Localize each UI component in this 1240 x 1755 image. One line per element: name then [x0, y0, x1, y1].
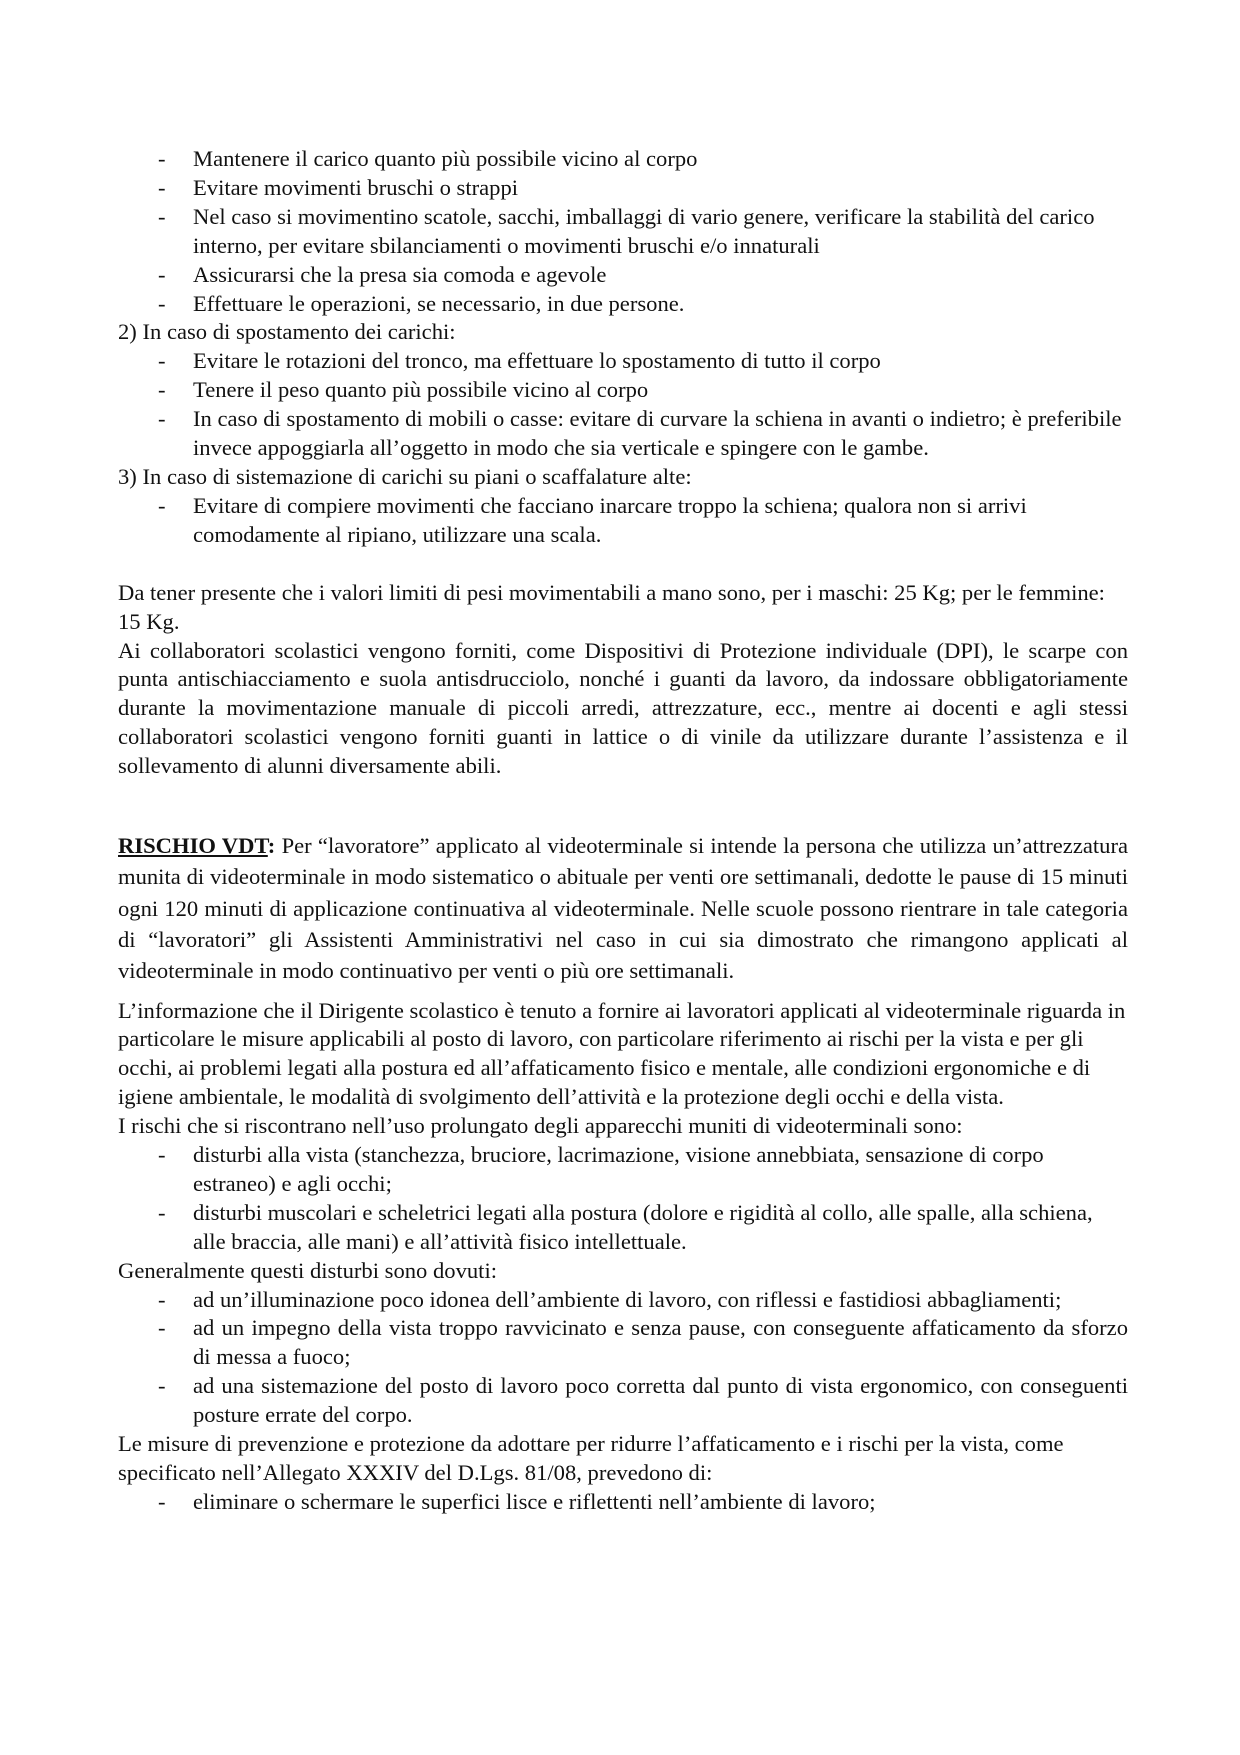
dash-bullet: - [158, 1199, 166, 1225]
section-2-heading: 2) In caso di spostamento dei carichi: [118, 319, 456, 345]
list-item [118, 261, 1128, 290]
list-item [118, 174, 1128, 203]
list-item-text: disturbi alla vista (stanchezza, bruciore, lacrimazione, visione annebbiata, sensazione di corpo estraneo) e agli occhi; [193, 1142, 1044, 1196]
document-page [118, 145, 1128, 1517]
list-item-text: ad un’illuminazione poco idonea dell’ambiente di lavoro, con riflessi e fastidiosi abbagliamenti; [193, 1286, 1062, 1312]
shelving-bullets-list [118, 492, 1128, 550]
list-item [118, 1314, 1128, 1372]
dash-bullet: - [158, 1142, 166, 1168]
dash-bullet: - [158, 377, 166, 403]
dash-bullet: - [158, 1373, 166, 1399]
risks-intro: I rischi che si riscontrano nell’uso prolungato degli apparecchi muniti di videoterminali sono: [118, 1113, 963, 1139]
lifting-bullets-list [118, 145, 1128, 318]
list-item [118, 1141, 1128, 1199]
spacer [118, 987, 1128, 997]
vdt-intro-text: Per “lavoratore” applicato al videoterminale si intende la persona che utilizza un’attrezzatura munita di videoterminale in modo sistematico o abituale per venti ore settimanali, dedotte le pause di 15 minuti ogni 120 minuti di applicazione continuativa al videoterminale. Nelle scuole possono rientrare in tale categoria di “lavoratori” gli Assistenti Amministrativi nel caso in cui sia dimostrato che rimangono applicati al videoterminale in modo continuativo per venti o più ore settimanali. [118, 833, 1128, 984]
list-item-text: ad un impegno della vista troppo ravvicinato e senza pause, con conseguente affaticamento da sforzo di messa a fuoco; [193, 1315, 1128, 1370]
dash-bullet: - [158, 1315, 166, 1341]
spacer [118, 550, 1128, 579]
list-item [118, 376, 1128, 405]
moving-bullets-list [118, 347, 1128, 463]
measures-bullets-list [118, 1488, 1128, 1517]
list-item [118, 1372, 1128, 1430]
list-item [118, 405, 1128, 463]
dash-bullet: - [158, 1286, 166, 1312]
dpi-paragraph: Ai collaboratori scolastici vengono forniti, come Dispositivi di Protezione individuale (DPI), le scarpe con punta antischiacciamento e suola antisdrucciolo, nonché i guanti da lavoro, da indossare obbligatoriamente durante la movimentazione manuale di piccoli arredi, attrezzature, ecc., mentre ai docenti e agli stessi collaboratori scolastici vengono forniti guanti in lattice o di vinile da utilizzare durante l’assistenza e il sollevamento di alunni diversamente abili. [118, 637, 1128, 779]
list-item-text: Mantenere il carico quanto più possibile vicino al corpo [193, 146, 698, 171]
section-3-heading: 3) In caso di sistemazione di carichi su piani o scaffalature alte: [118, 463, 692, 489]
list-item [118, 347, 1128, 376]
info-paragraph: L’informazione che il Dirigente scolastico è tenuto a fornire ai lavoratori applicati al videoterminale riguarda in particolare le misure applicabili al posto di lavoro, con particolare riferimento ai rischi per la vista e per gli occhi, ai problemi legati alla postura ed all’affaticamento fisico e mentale, alle condizioni ergonomiche e di igiene ambientale, le modalità di svolgimento dell’attività e la protezione degli occhi e della vista. [118, 997, 1126, 1110]
list-item-text: eliminare o schermare le superfici lisce e riflettenti nell’ambiente di lavoro; [193, 1488, 876, 1514]
list-item-text: Evitare le rotazioni del tronco, ma effettuare lo spostamento di tutto il corpo [193, 348, 881, 374]
dash-bullet: - [158, 290, 166, 316]
list-item-text: disturbi muscolari e scheletrici legati alla postura (dolore e rigidità al collo, alle spalle, alla schiena, alle braccia, alle mani) e all’attività fisico intellettuale. [193, 1199, 1093, 1254]
causes-intro: Generalmente questi disturbi sono dovuti: [118, 1257, 498, 1283]
list-item [118, 145, 1128, 174]
spacer [118, 781, 1128, 830]
measures-intro: Le misure di prevenzione e protezione da adottare per ridurre l’affaticamento e i rischi per la vista, come specificato nell’Allegato XXXIV del D.Lgs. 81/08, prevedono di: [118, 1431, 1064, 1486]
dash-bullet: - [158, 406, 166, 432]
list-item [118, 492, 1128, 550]
list-item-text: Evitare movimenti bruschi o strappi [193, 174, 519, 200]
dash-bullet: - [158, 174, 166, 200]
list-item [118, 1488, 1128, 1517]
vdt-heading: RISCHIO VDT [118, 833, 268, 859]
weights-paragraph: Da tener presente che i valori limiti di pesi movimentabili a mano sono, per i maschi: 25 Kg; per le femmine: 15 Kg. [118, 579, 1105, 634]
vdt-paragraph [118, 830, 1128, 986]
dash-bullet: - [158, 1488, 166, 1514]
list-item-text: In caso di spostamento di mobili o casse: evitare di curvare la schiena in avanti o indietro; è preferibile invece appoggiarla all’oggetto in modo che sia verticale e spingere con le gambe. [193, 406, 1122, 461]
list-item [118, 1286, 1128, 1315]
dash-bullet: - [158, 146, 166, 171]
list-item-text: ad una sistemazione del posto di lavoro poco corretta dal punto di vista ergonomico, con conseguenti posture errate del corpo. [193, 1373, 1128, 1428]
risks-bullets-list [118, 1141, 1128, 1257]
list-item-text: Tenere il peso quanto più possibile vicino al corpo [193, 377, 649, 403]
vdt-heading-colon: : [267, 833, 276, 859]
dash-bullet: - [158, 348, 166, 374]
list-item-text: Evitare di compiere movimenti che facciano inarcare troppo la schiena; qualora non si arrivi comodamente al ripiano, utilizzare una scala. [193, 492, 1027, 547]
dash-bullet: - [158, 261, 166, 287]
list-item [118, 1199, 1128, 1257]
list-item-text: Nel caso si movimentino scatole, sacchi, imballaggi di vario genere, verificare la stabilità del carico interno, per evitare sbilanciamenti o movimenti bruschi e/o innaturali [193, 203, 1095, 258]
list-item [118, 203, 1128, 261]
dash-bullet: - [158, 492, 166, 518]
list-item-text: Assicurarsi che la presa sia comoda e agevole [193, 261, 607, 287]
dash-bullet: - [158, 203, 166, 229]
causes-bullets-list [118, 1286, 1128, 1431]
list-item [118, 290, 1128, 319]
list-item-text: Effettuare le operazioni, se necessario, in due persone. [193, 290, 685, 316]
